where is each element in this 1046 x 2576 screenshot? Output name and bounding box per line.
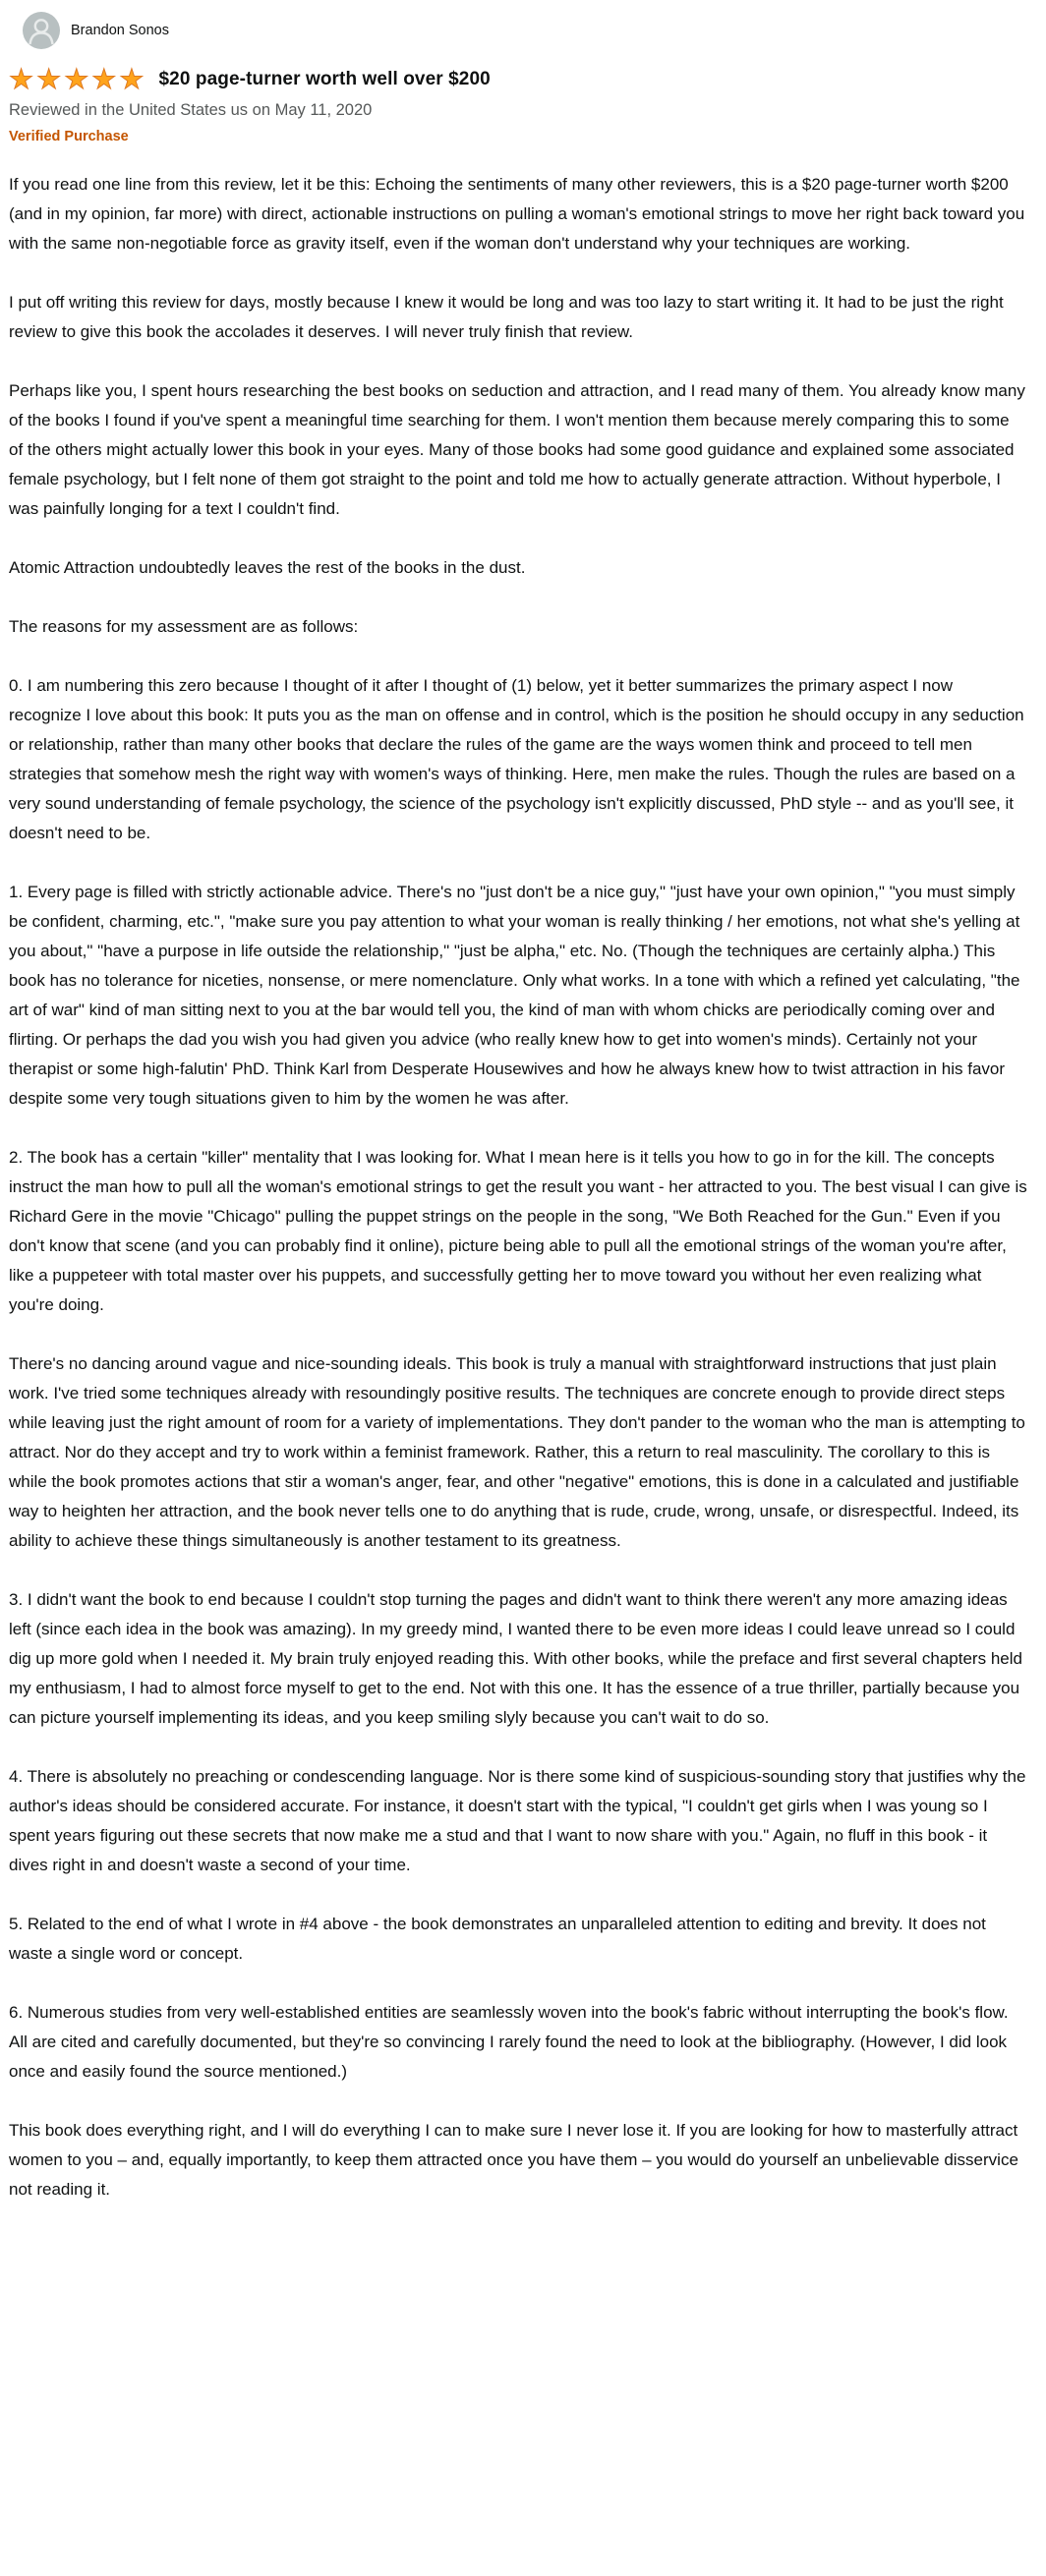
review-paragraph: If you read one line from this review, let it be this: Echoing the sentiments of many other reviewers, this is a $20 page-turner worth $200 (and in my opinion, far more) with direct, actionable instructions on pulling a woman's emotional strings to move her right back toward you with the same non-negotiable force as gravity itself, even if the woman don't understand why your techniques are working. (9, 175, 1025, 253)
person-icon (23, 12, 60, 49)
star-rating-icon: ★★★★★ (9, 64, 147, 94)
review-paragraph: I put off writing this review for days, mostly because I knew it would be long and was too lazy to start writing it. It had to be just the right review to give this book the accolades it deserves. I will never truly finish that review. (9, 293, 1004, 341)
reviewer-profile[interactable] (9, 10, 1030, 49)
avatar[interactable] (23, 12, 60, 49)
review-paragraph: 2. The book has a certain "killer" mentality that I was looking for. What I mean here is it tells you how to go in for the kill. The concepts instruct the man how to pull all the woman's emotional strings to get the result you want - her attracted to you. The best visual I can give is Richard Gere in the movie "Chicago" pulling the puppet strings on the people in the song, "We Both Reached for the Gun." Even if you don't know that scene (and you can probably find it online), picture being able to pull all the emotional strings of the woman you're after, like a puppeteer with total master over his puppets, and successfully getting her to move toward you without her even realizing what you're doing. (9, 1148, 1027, 1314)
review-paragraph: 3. I didn't want the book to end because I couldn't stop turning the pages and didn't want to think there weren't any more amazing ideas left (since each idea in the book was amazing). In my greedy mind, I wanted there to be even more ideas I could leave unread so I could dig up more gold when I needed it. My brain truly enjoyed reading this. With other books, while the preface and first several chapters held my enthusiasm, I had to almost force myself to get to the end. Not with this one. It has the essence of a true thriller, partially because you can picture yourself implementing its ideas, and you keep smiling slyly because you can't wait to do so. (9, 1590, 1022, 1727)
review-paragraph: 6. Numerous studies from very well-established entities are seamlessly woven into the book's fabric without interrupting the book's flow. All are cited and carefully documented, but they're so convincing I rarely found the need to look at the bibliography. (However, I did look once and easily found the source mentioned.) (9, 2003, 1009, 2081)
verified-purchase-badge[interactable]: Verified Purchase (9, 129, 129, 144)
review-paragraph: 0. I am numbering this zero because I thought of it after I thought of (1) below, yet it better summarizes the primary aspect I now recognize I love about this book: It puts you as the man on offense and in control, which is the position he should occupy in any seduction or relationship, rather than many other books that declare the rules of the game are the ways women think and proceed to tell men strategies that somehow mesh the right way with women's ways of thinking. Here, men make the rules. Though the rules are based on a very sound understanding of female psychology, the science of the psychology isn't explicitly discussed, PhD style -- and as you'll see, it doesn't need to be. (9, 676, 1024, 842)
reviewer-name[interactable]: Brandon Sonos (71, 23, 169, 38)
review-body (9, 170, 1030, 2204)
review-paragraph: There's no dancing around vague and nice-sounding ideals. This book is truly a manual with straightforward instructions that just plain work. I've tried some techniques already with resoundingly positive results. The techniques are concrete enough to provide direct steps while leaving just the right amount of room for a variety of implementations. They don't pander to the woman who the man is attempting to attract. Nor do they accept and try to work within a feminist framework. Rather, this a return to real masculinity. The corollary to this is while the book promotes actions that stir a woman's anger, fear, and other "negative" emotions, this is done in a calculated and justifiable way to heighten her attraction, and the book never tells one to do anything that is rude, crude, wrong, unsafe, or disrespectful. Indeed, its ability to achieve these things simultaneously is another testament to its greatness. (9, 1354, 1025, 1550)
review-paragraph: 5. Related to the end of what I wrote in #4 above - the book demonstrates an unparalleled attention to editing and brevity. It does not waste a single word or concept. (9, 1915, 986, 1963)
review-paragraph: This book does everything right, and I will do everything I can to make sure I never lose it. If you are looking for how to masterfully attract women to you – and, equally importantly, to keep them attracted once you have them – you would do yourself an unbelievable disservice not reading it. (9, 2121, 1018, 2199)
review-date-location: Reviewed in the United States us on May 11, 2020 (9, 101, 373, 119)
review-paragraph: Perhaps like you, I spent hours researching the best books on seduction and attraction, and I read many of them. You already know many of the books I found if you've spent a meaningful time searching for them. I won't mention them because merely comparing this to some of the others might actually lower this book in your eyes. Many of those books had some good guidance and explained some associated female psychology, but I felt none of them got straight to the point and told me how to actually generate attraction. Without hyperbole, I was painfully longing for a text I couldn't find. (9, 381, 1025, 518)
review-paragraph: 1. Every page is filled with strictly actionable advice. There's no "just don't be a nice guy," "just have your own opinion," "you must simply be confident, charming, etc.", "make sure you pay attention to what your woman is really thinking / her emotions, not what she's yelling at you about," "have a purpose in life outside the relationship," "just be alpha," etc. No. (Though the techniques are certainly alpha.) This book has no tolerance for niceties, nonsense, or mere nomenclature. Only what works. In a tone with which a refined yet calculating, "the art of war" kind of man sitting next to you at the bar would tell you, the kind of man with whom chicks are periodically coming over and flirting. Or perhaps the dad you wish you had given you advice (who really knew how to get into women's minds). Certainly not your therapist or some high-falutin' PhD. Think Karl from Desperate Housewives and how he always knew how to twist attraction in his favor despite some very tough situations given to him by the women he was after. (9, 883, 1020, 1108)
review-paragraph: The reasons for my assessment are as follows: (9, 617, 359, 636)
review-paragraph: Atomic Attraction undoubtedly leaves the rest of the books in the dust. (9, 558, 526, 577)
rating-title-row (9, 66, 1030, 93)
review-title[interactable]: $20 page-turner worth well over $200 (158, 69, 491, 89)
review-paragraph: 4. There is absolutely no preaching or condescending language. Nor is there some kind of suspicious-sounding story that justifies why the author's ideas should be considered accurate. For instance, it doesn't start with the typical, "I couldn't get girls when I was young so I spent years figuring out these secrets that now make me a stud and that I want to now share with you." Again, no fluff in this book - it dives right in and doesn't waste a second of your time. (9, 1767, 1026, 1874)
